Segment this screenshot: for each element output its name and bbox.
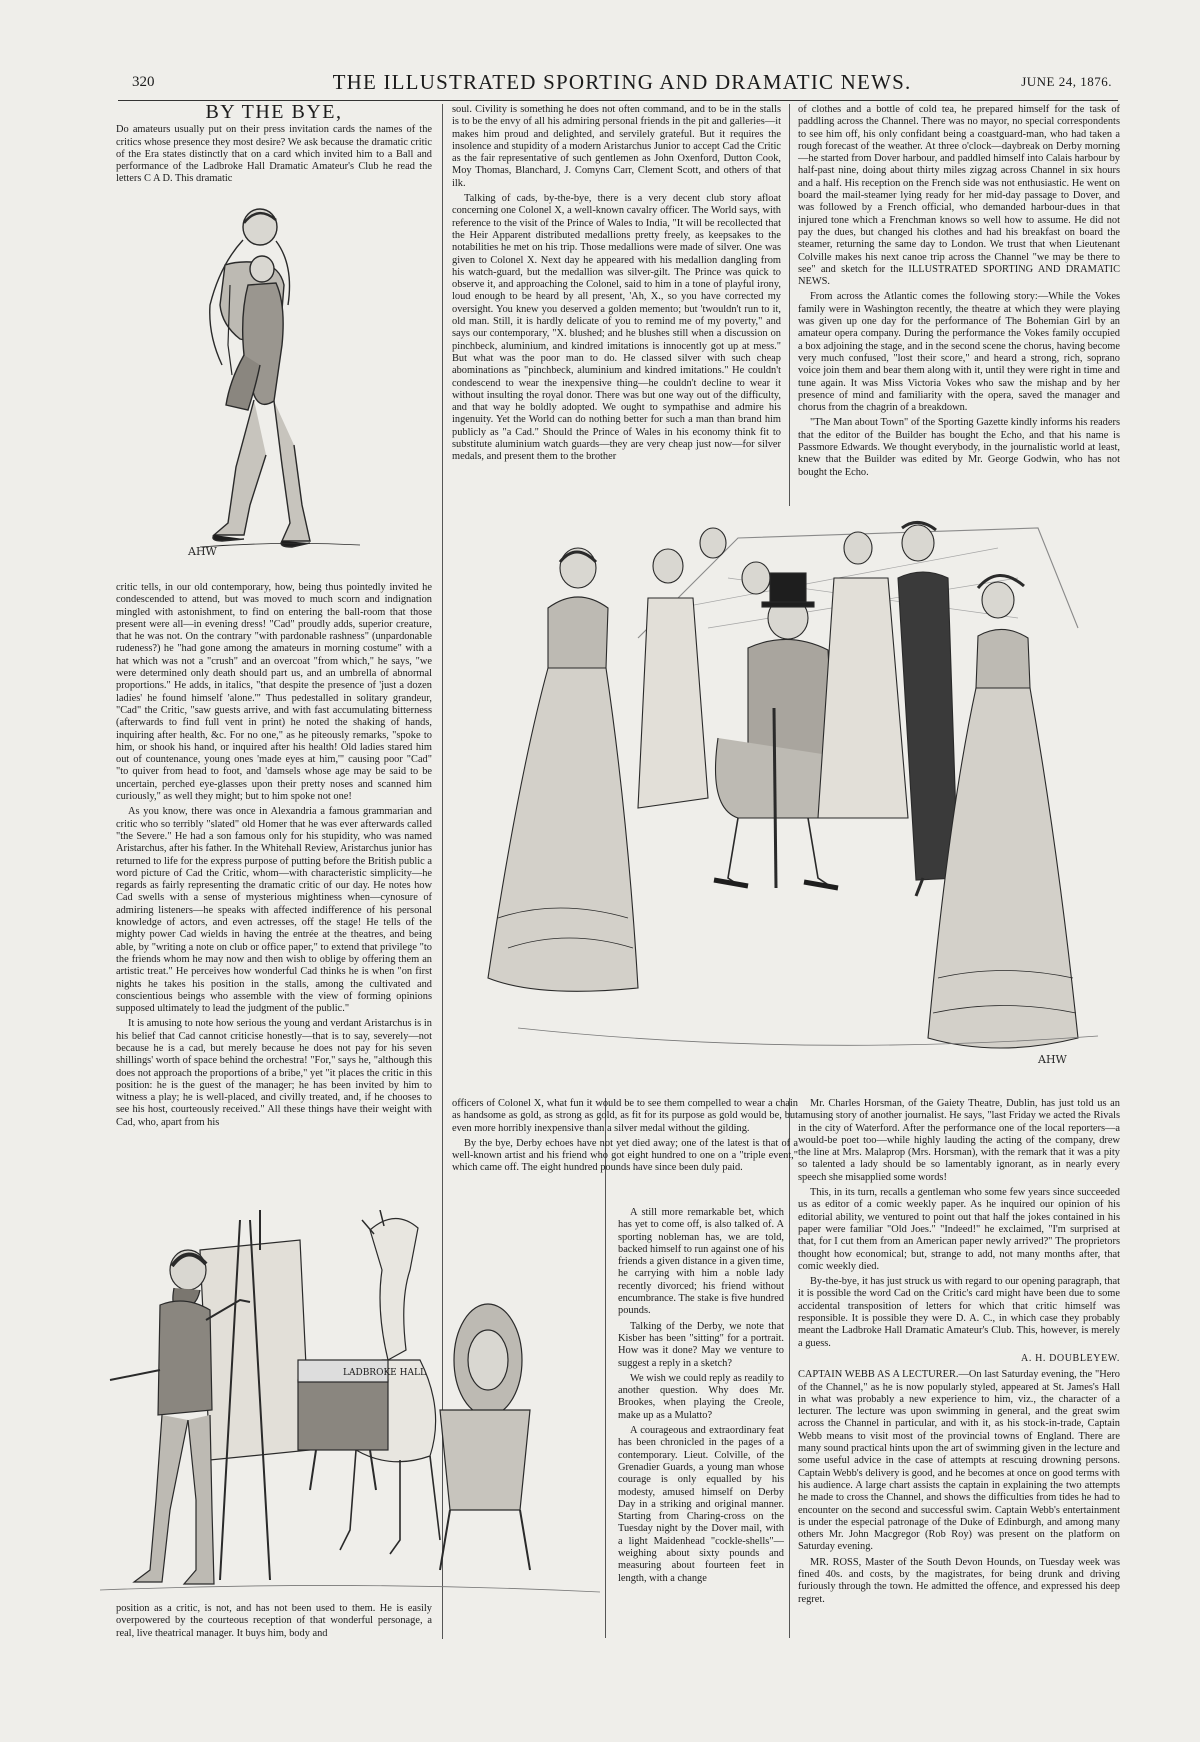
paragraph: A courageous and extraordinary feat has been chronicled in the pages of a contemporary. Lieut. Colville, of the Grenadier Guards, a young man whose courage is only equalled by his modesty, amused himself on Derby Day in a striking and original manner. Starting from Charing-cross on the Tuesday night by the Dover mail, with a light Maidenhead "cockle-shells"—weighing about sixty pounds and measuring about fourteen feet in length, with a change: [618, 1425, 784, 1584]
paragraph: soul. Civility is something he does not often command, and to be in the stalls is to be the envy of all his admiring personal friends in the pit and galleries—it makes him proud and delighted, and servilely grateful. But it requires the insolence and stupidity of a modern Aristarchus Junior to accept Cad the Critic as the fair representative of such gentlemen as John Oxenford, Dutton Cook, Moy Thomas, Blanchard, J. Comyns Carr, Clement Scott, and others of that ilk.: [452, 104, 781, 189]
issue-date: JUNE 24, 1876.: [1021, 74, 1112, 89]
paragraph: From across the Atlantic comes the following story:—While the Vokes family were in Washington recently, the theatre at which they were playing was given up one day for the performance of The Bohemian Girl by an amateur opera company. During the performance the Vokes family occupied a box adjoining the stage, and in the second scene the chorus, having become very much confused, "lost their score," and heard a strong, rich, soprano voice join them and bear them along with it, until they were right in time and tune again. It was Miss Victoria Vokes who saw the mishap and by her presence of mind and familiarity with the opera, saved the manager and chorus from the chagrin of a breakdown.: [798, 291, 1120, 414]
paragraph: By-the-bye, it has just struck us with regard to our opening paragraph, that it is possible the word Cad on the Critic's card might have been due to some accidental transposition of letters for which that critic himself was responsible. It is possible they were D. A. C., in which case they probably meant the Ladbroke Hall Dramatic Amateur's Club. This, however, is merely a guess.: [798, 1276, 1120, 1349]
engraving-artist-painting-horse: [100, 1210, 610, 1600]
paragraph: of clothes and a bottle of cold tea, he prepared himself for the task of paddling across the Channel. There was no mayor, no special correspondents to see him off, his only confidant being a coastguard-man, who had taken a rough forecast of the weather. At three o'clock—daybreak on Derby morning—he started from Dover harbour, and paddled himself into Calais harbour by half-past nine, doing about thirty miles zigzag across Channel in six hours and a half. His reception on the French side was not enthusiastic. He went on board the mail-steamer lying ready for her mid-day passage to Dover, and was followed by a French official, who demanded harbour-dues in that injured tone which a Frenchman knows so well how to assume. He did not pay the dues, but changed his clothes and had his breakfast on board the steamer, returning the same day to London. We trust that when Lieutenant Colville makes his next canoe trip across the Channel "we may be there to see" and sketch for the ILLUSTRATED SPORTING AND DRAMATIC NEWS.: [798, 104, 1120, 288]
paragraph: It is amusing to note how serious the young and verdant Aristarchus is in his belief that Cad cannot criticise honestly—that is to say, severely—not because he is a cad, but merely because he does not pay for his seven shillings' worth of space behind the orchestra! "For," says he, "although this does not approach the proportions of a bribe," yet "it places the critic in this position: he is the guest of the manager; he has been invited by him to witness a play; he is well-placed, and civilly treated, and, if he chooses to see his host, courteously received." All these things have their weight with Cad, who, apart from his: [116, 1018, 432, 1128]
paragraph: By the bye, Derby echoes have not yet died away; one of the latest is that of a well-known artist and his friend who got eight hundred to one on a "triple event," which came off. The eight hundred pounds have since been duly paid.: [452, 1137, 798, 1174]
paragraph: Talking of the Derby, we note that Kisber has been "sitting" for a portrait. How was it done? May we venture to suggest a reply in a sketch?: [618, 1320, 784, 1369]
column-rule: [789, 104, 790, 506]
paragraph: This, in its turn, recalls a gentleman who some few years since succeeded us as editor of a comic weekly paper. As he inquired our opinion of his editorial ability, we ventured to point out that half the jokes contained in his paper were familiar "Old Joes." "Indeed!" he exclaimed, "I'm surprised at that, for I cut them from an American paper newly arrived?" The proprietors thought how economical; but, strange to add, not many months after, that comic weekly died.: [798, 1187, 1120, 1272]
paragraph: Talking of cads, by-the-bye, there is a very decent club story afloat concerning one Colonel X, a well-known cavalry officer. The World says, with reference to the visit of the Prince of Wales to India, "It will be recollected that the Heir Apparent distributed medallions pretty freely, as keepsakes to the notabilities he met on his trip. Those medallions were made of silver. One was given to Colonel X. Next day he appeared with his medallion dangling from his watch-guard, but the medallion was silver-gilt. The Prince was quick to observe it, and approaching the Colonel, said to him in a tone of playful irony, loud enough to be heard by all present, 'Ah, X., so you have corrected my oversight. You knew you deserved a golden memento; but 'twouldn't run to it, old man. Still, it is hardly delicate of you to remind me of my poverty," and says our contemporary, "X. blushed; and he blushes still when a discussion on pinchbeck, aluminium, and kindred imitations is innocently got up at mess." But what was the poor man to do. He classed silver with such cheap abominations as "pinchbeck, aluminium and kindred imitations." He couldn't condescend to wear the inexpensive thing—he couldn't decline to wear it without insulting the royal donor. There was but one way out of the difficulty, and that way he boldly adopted. We ought to sympathise and admire his ingenuity. Yet the World can do nothing better for such a man than brand him publicly as "a Cad." Should the Prince of Wales in his economy think fit to substitute aluminium watch guards—they are very cheap just now—for silver medals, and present them to the brother: [452, 193, 781, 463]
article-col2-top: [452, 104, 781, 504]
paragraph: As you know, there was once in Alexandria a famous grammarian and critic who so terribly "slated" old Homer that he was ever afterwards called "the Severe." He had a son famous only for his stupidity, who was named Aristarchus, after his father. In the Whitehall Review, Aristarchus junior has returned to life for the express purpose of putting before the British public a word picture of Cad the Critic, whom—with characteristic simplicity—he regards as fairly representing the dramatic critic of our day. He notes how Cad swells with a sense of mysterious mightiness when—cynosure of admiring listeners—he speaks with affected indifference of his personal knowledge of actors, and even actresses, off the stage! He tells of the mighty power Cad wields in having the entrée at the theatres, and being able, by "writing a note on club or office paper," to extend that privilege "to the friends whom he may now and then wish to oblige by offering them an artistic treat." He perceives how wonderful Cad thinks he is when "on first nights he takes his position in the stalls, among the cultivated and conscientious beings who assemble with the view of forming opinions supposed ultimately to lead the judgment of the public.": [116, 806, 432, 1015]
article-col3-mid: [798, 1098, 1120, 1618]
illustration-artist-painting-horse: [100, 1210, 610, 1600]
page-number: 320: [132, 74, 155, 90]
article-col3-top: [798, 104, 1120, 504]
paragraph: A still more remarkable bet, which has yet to come off, is also talked of. A sporting nobleman has, we are told, backed himself to run against one of his friends a given distance in a given time, he carrying with him a noble lady recently divorced; his friend without encumbrance. The stake is five hundred pounds.: [618, 1207, 784, 1317]
artist-monogram: AHW: [1038, 1053, 1067, 1066]
article-col1-bottom: [116, 1603, 432, 1643]
paragraph: officers of Colonel X, what fun it would be to see them compelled to wear a chain as handsome as gold, as strong as gold, as fit for its purpose as gold would be, but even more horribly inexpensive than a silver medal without the gilding.: [452, 1098, 798, 1134]
paragraph: critic tells, in our old contemporary, how, being thus pointedly invited he condescended to attend, but was moved to much scorn and indignation mingled with astonishment, to find on entering the ball-room that those present were all—in evening dress! "Cad" proudly adds, superior creature, that he was not. On the contrary "with pardonable rashness" (unpardonable rudeness?) he "had gone among the amateurs in morning costume" with a hat which was not a "crush" and an overcoat "from which," he says, "we were determined only death should part us, and an umbrella of abnormal proportions." He adds, in italics, "that despite the presence of 'just a dozen ladies' he found himself 'alone.'" Thus pedestalled in solitary grandeur, "Cad" the Critic, "saw guests arrive, and with fast accumulating bitterness (afterwards to find full vent in print) he noted the shaking of hands, inquiring after health, &c. For no one," as he piteously remarks, "spoke to him, or shook his hand, or inquired after his health! Old ladies stared him out of countenance, young ones 'made eyes at him,'" causing poor "Cad" "to quiver from head to foot, and 'damsels whose age may be said to be uncertain, perched eye-glasses upon their pretty noses and scanned him curiously," as well they might; but to him spoke not one!: [116, 582, 432, 803]
article-col1-top: [116, 104, 432, 198]
paragraph: "The Man about Town" of the Sporting Gazette kindly informs his readers that the editor of the Builder has bought the Echo, and that his name is Passmore Edwards. We thought everybody, in the journalistic world at least, knew that the Builder was edited by Mr. George Godwin, who has not bought the Echo.: [798, 417, 1120, 478]
masthead-rule: [118, 100, 1118, 101]
article-col2-mid: [452, 1098, 798, 1204]
masthead: [132, 70, 1112, 98]
paragraph: position as a critic, is not, and has not been used to them. He is easily overpowered by the courteous reception of that wonderful personage, a real, live theatrical manager. It buys him, body and: [116, 1603, 432, 1639]
illustration-ballroom-scene: [478, 518, 1120, 1080]
paragraph: We wish we could reply as readily to another question. Why does Mr. Brookes, when playing the Creole, make up as a Mulatto?: [618, 1372, 784, 1421]
paragraph: Do amateurs usually put on their press invitation cards the names of the critics whose presence they most desire? We ask because the dramatic critic of the Era states distinctly that on a card which invited him to a Ball and performance of the Ladbroke Hall Dramatic Amateur's Club he read the letters C A D. This dramatic: [116, 124, 432, 185]
newspaper-title: THE ILLUSTRATED SPORTING AND DRAMATIC NEWS.: [332, 70, 912, 94]
paragraph-captain-webb: CAPTAIN WEBB AS A LECTURER.—On last Saturday evening, the "Hero of the Channel," as he is now popularly styled, appeared at St. James's Hall in what was probably a new experience to him, viz., the character of a lecturer. The lecture was upon swimming in general, and the great swim across the Channel in particular, and with it, as his stock-in-trade, Captain Webb means to visit most of the provincial towns of England. There are many sound practical hints upon the art of swimming given in the lecture and some useful advice in the case of attempts at rescuing drowning persons. Captain Webb's delivery is good, and he becomes at once on good terms with his audience. A large chart assists the captain in explaining the two attempts he made to cross the Channel, and shows the difficulties from tides he had to encounter on the second and successful swim. Captain Webb's entertainment is under the especial patronage of the Duke of Edinburgh, and among many others Mr. John Macgregor (Rob Roy) was present on the platform on Saturday evening.: [798, 1369, 1120, 1553]
artist-monogram: AHW: [188, 545, 217, 558]
paragraph: Mr. Charles Horsman, of the Gaiety Theatre, Dublin, has just told us an amusing story of another journalist. He says, "last Friday we acted the Rivals in the city of Waterford. After the performance one of the local reporters—a would-be poet too—while highly lauding the acting of the company, drew the line at Mrs. Malaprop (Mrs. Horsman), with the remark that it was a pity so talented a lady should be so lamentably ignorant, as in nearly every speech she misapplied some words!: [798, 1098, 1120, 1183]
engraving-ballroom-scene: [478, 518, 1120, 1080]
engraving-critic-carrying-lady: [170, 205, 395, 565]
illustration-critic-carrying-lady: [170, 205, 395, 565]
article-signature: A. H. DOUBLEYEW.: [1021, 1352, 1120, 1364]
banner-caption: LADBROKE HALL: [343, 1368, 426, 1378]
article-col2-narrow: [618, 1207, 784, 1591]
article-heading: BY THE BYE,: [205, 104, 343, 123]
paragraph-mr-ross: MR. ROSS, Master of the South Devon Hounds, on Tuesday week was fined 40s. and costs, by the magistrates, for being drunk and driving furiously through the town. He admitted the offence, and expressed his deep regret.: [798, 1556, 1120, 1605]
